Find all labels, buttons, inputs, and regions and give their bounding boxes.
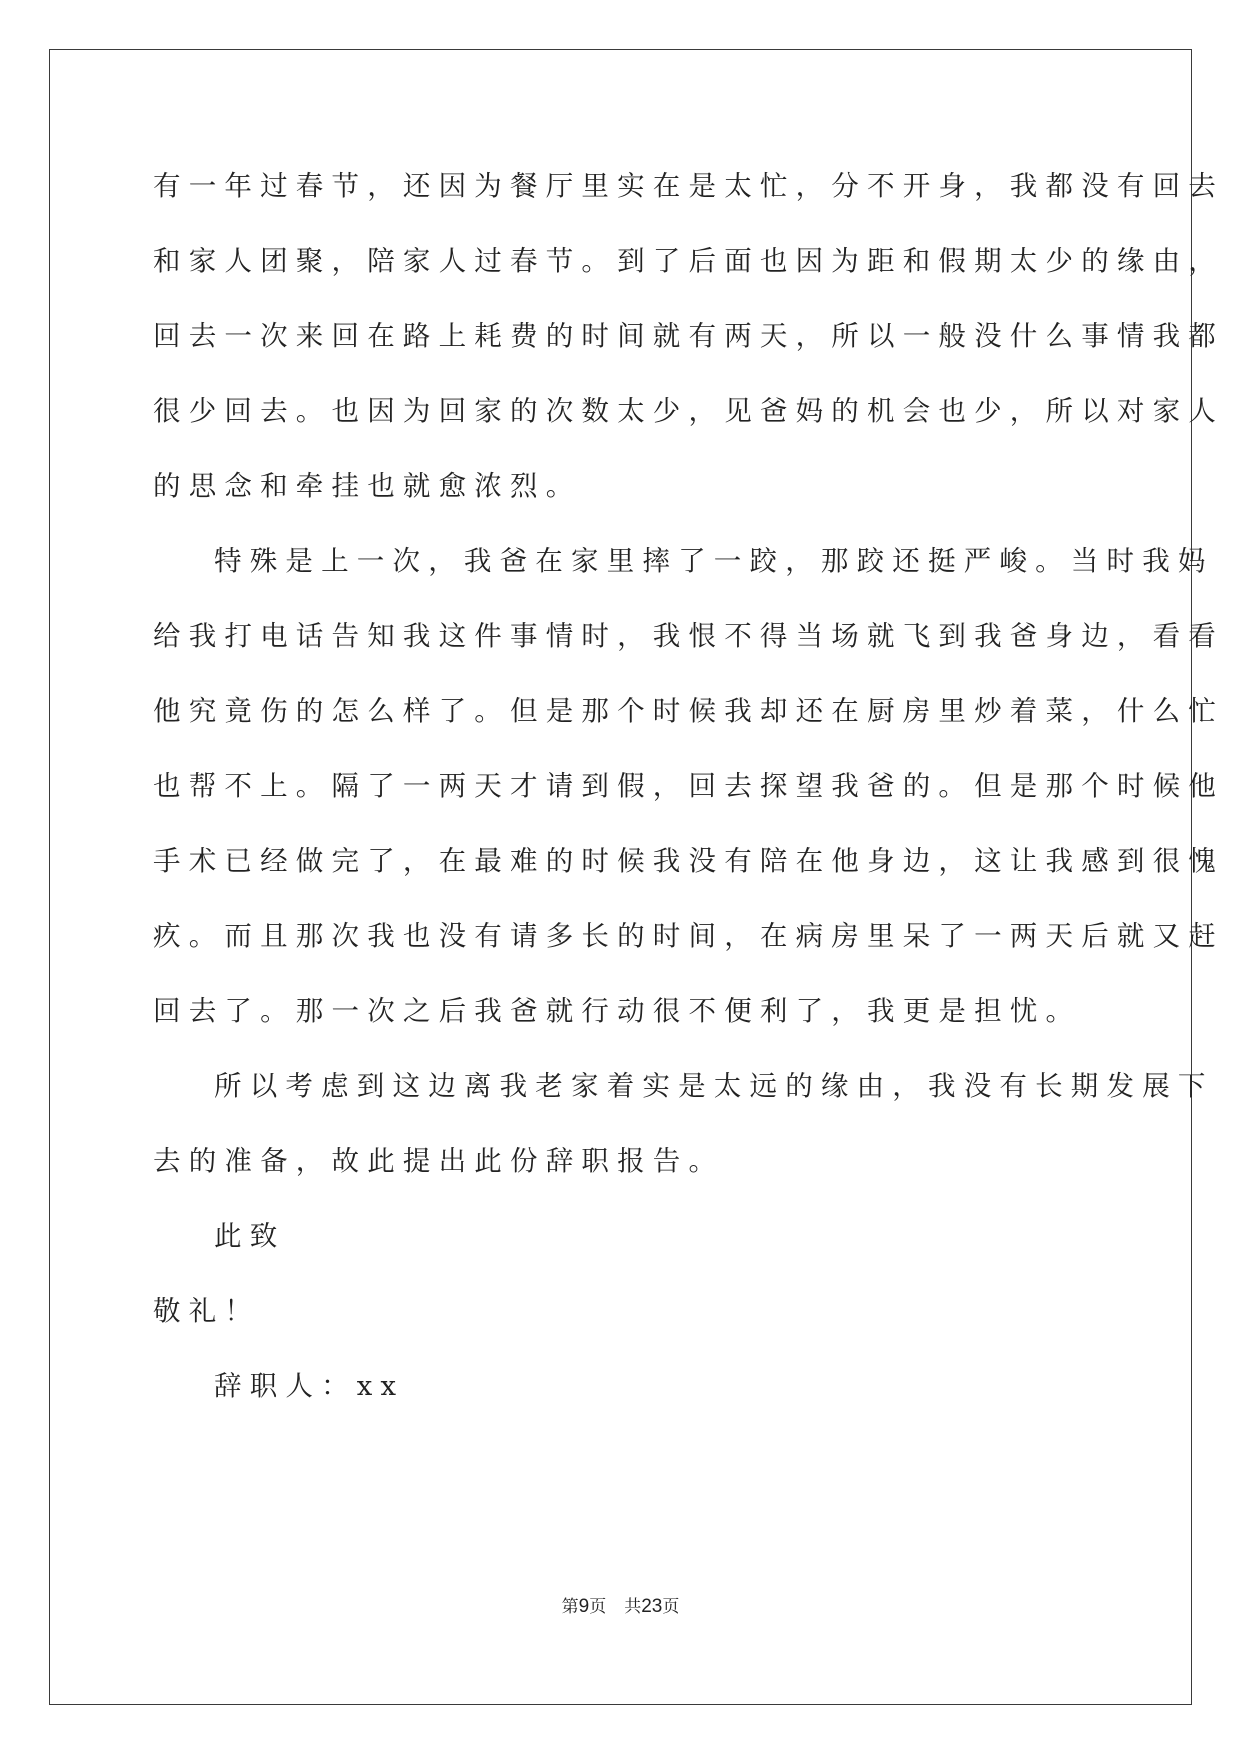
body-line-13: 所以考虑到这边离我老家着实是太远的缘由，我没有长期发展下	[214, 1070, 1214, 1102]
body-line-1: 有一年过春节，还因为餐厅里实在是太忙，分不开身，我都没有回去	[153, 170, 1224, 202]
signature-line: 辞职人：xx	[214, 1370, 405, 1402]
body-line-9: 也帮不上。隔了一两天才请到假，回去探望我爸的。但是那个时候他	[153, 770, 1224, 802]
body-line-4: 很少回去。也因为回家的次数太少，见爸妈的机会也少，所以对家人	[153, 395, 1224, 427]
body-line-7: 给我打电话告知我这件事情时，我恨不得当场就飞到我爸身边，看看	[153, 620, 1224, 652]
total-suffix: 页	[662, 1597, 680, 1617]
body-line-14: 去的准备，故此提出此份辞职报告。	[153, 1145, 725, 1177]
page-number: 9	[578, 1596, 590, 1617]
body-line-10: 手术已经做完了，在最难的时候我没有陪在他身边，这让我感到很愧	[153, 845, 1224, 877]
page-footer	[0, 1596, 1241, 1618]
total-pages: 23	[641, 1596, 663, 1617]
closing-salutation: 此致	[214, 1220, 286, 1252]
body-line-2: 和家人团聚，陪家人过春节。到了后面也因为距和假期太少的缘由，	[153, 245, 1224, 277]
body-line-12: 回去了。那一次之后我爸就行动很不便利了，我更是担忧。	[153, 995, 1082, 1027]
body-line-3: 回去一次来回在路上耗费的时间就有两天，所以一般没什么事情我都	[153, 320, 1224, 352]
body-line-8: 他究竟伤的怎么样了。但是那个时候我却还在厨房里炒着菜，什么忙	[153, 695, 1224, 727]
body-line-6: 特殊是上一次，我爸在家里摔了一跤，那跤还挺严峻。当时我妈	[214, 545, 1214, 577]
total-prefix: 共	[624, 1597, 642, 1617]
body-line-11: 疚。而且那次我也没有请多长的时间，在病房里呆了一两天后就又赶	[153, 920, 1224, 952]
body-line-5: 的思念和牵挂也就愈浓烈。	[153, 470, 582, 502]
page-prefix: 第	[561, 1597, 579, 1617]
page-suffix: 页	[589, 1597, 607, 1617]
page-border	[49, 49, 1224, 1705]
closing-respect: 敬礼！	[153, 1295, 261, 1327]
